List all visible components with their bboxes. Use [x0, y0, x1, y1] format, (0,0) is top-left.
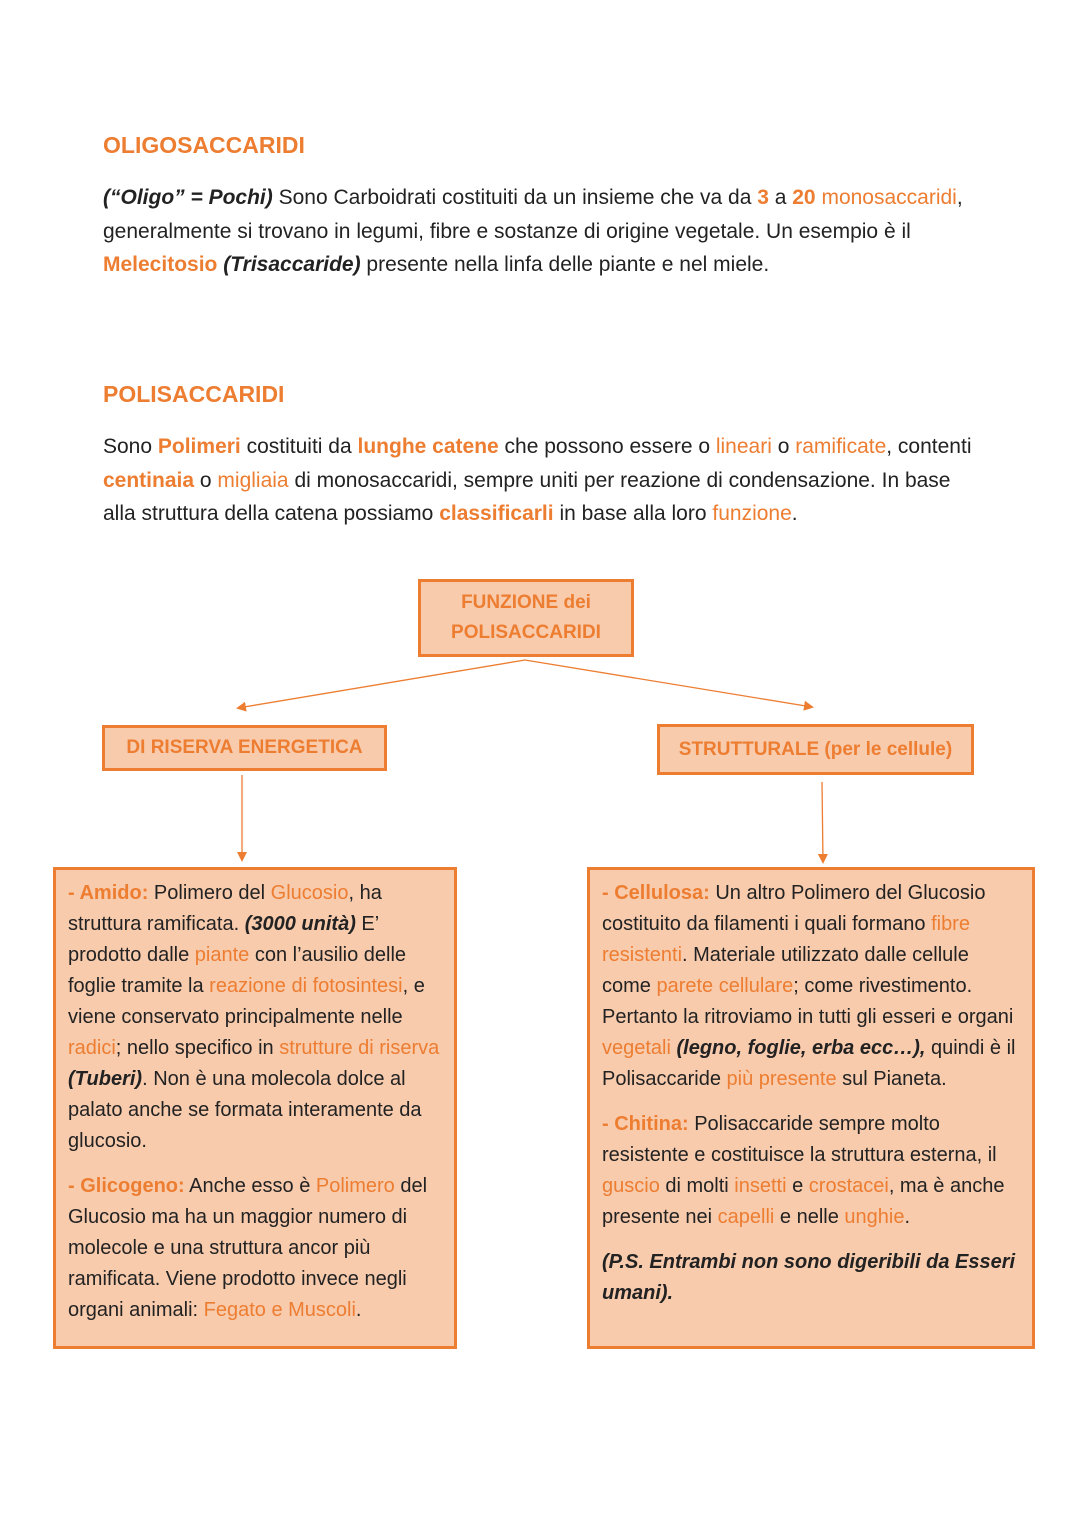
highlighted-text: strutture di riserva [279, 1037, 440, 1059]
text-segment: , generalmente si trovano in legumi, fibre e sostanze di origine vegetale. Un esempio è il [103, 186, 963, 243]
cellulosa-paragraph [602, 878, 1020, 1095]
node-riserva-energetica [102, 725, 387, 771]
text-segment: di monosaccaridi, sempre uniti per reazione di condensazione. In base alla struttura della catena possiamo [103, 468, 951, 525]
text-segment: e [786, 1175, 809, 1197]
highlighted-text: radici [68, 1037, 116, 1059]
node-strutturale [657, 724, 974, 775]
root-node-line2: POLISACCARIDI [451, 622, 601, 643]
highlighted-text: - Chitina: [602, 1113, 689, 1135]
highlighted-text: migliaia [217, 468, 289, 492]
highlighted-text: classificarli [439, 502, 554, 525]
highlighted-text: capelli [717, 1206, 775, 1228]
arrow-to-riserva [238, 660, 525, 708]
text-segment: , ha struttura ramificata. [68, 882, 382, 935]
text-segment: Polisaccaride sempre molto resistente e costituisce la struttura esterna, il [602, 1113, 997, 1166]
highlighted-text: (“Oligo” = Pochi) [103, 186, 273, 209]
text-segment: sul Pianeta. [836, 1068, 947, 1090]
highlighted-text: piante [194, 944, 250, 966]
highlighted-text: fibre resistenti [602, 913, 970, 966]
text-segment: di molti [659, 1175, 735, 1197]
text-segment: , ma è anche presente nei [602, 1175, 1005, 1228]
chitina-paragraph [602, 1109, 1020, 1233]
root-node-line1: FUNZIONE dei [461, 592, 591, 613]
text-segment: Sono [103, 435, 158, 458]
polisaccaridi-heading: POLISACCARIDI [103, 381, 285, 407]
text-segment: . Materiale utilizzato dalle cellule come [602, 944, 969, 997]
node-riserva-label: DI RISERVA ENERGETICA [126, 737, 363, 758]
highlighted-text: 20 [792, 186, 816, 209]
highlighted-text: Fegato e Muscoli [203, 1299, 356, 1321]
highlighted-text: vegetali [602, 1037, 671, 1059]
arrow-to-strutturale [525, 660, 812, 707]
node-strutturale-label: STRUTTURALE (per le cellule) [678, 738, 953, 760]
riserva-detail-box [53, 867, 457, 1349]
highlighted-text: monosaccaridi [821, 186, 957, 209]
text-segment: ; come rivestimento. Pertanto la ritroviamo in tutti gli esseri e organi [602, 975, 1014, 1028]
text-segment: con l’ausilio delle foglie tramite la [68, 944, 407, 997]
glicogeno-paragraph [68, 1171, 442, 1326]
highlighted-text: - Glicogeno: [68, 1175, 185, 1197]
text-segment: quindi è il Polisaccaride [602, 1037, 1016, 1090]
highlighted-text: (3000 unità) [244, 913, 356, 935]
root-node-funzione [418, 579, 634, 657]
text-segment: a [768, 186, 793, 209]
text-segment: . [791, 502, 798, 525]
highlighted-text: (legno, foglie, erba ecc…), [676, 1037, 926, 1059]
text-segment: , contenti [886, 435, 972, 458]
highlighted-text: lineari [715, 435, 772, 458]
text-segment: Sono Carboidrati costituiti da un insieme che va da [272, 186, 758, 209]
text-segment: ; nello specifico in [115, 1037, 280, 1059]
highlighted-text: (Tuberi) [68, 1068, 143, 1090]
text-segment: presente nella linfa delle piante e nel miele. [360, 253, 770, 276]
highlighted-text: - Amido: [68, 882, 149, 904]
highlighted-text: (Trisaccaride) [223, 253, 361, 276]
text-segment: E’ prodotto dalle [68, 913, 379, 966]
text-segment: costituiti da [240, 435, 358, 458]
highlighted-text: unghie [844, 1206, 905, 1228]
highlighted-text: - Cellulosa: [602, 882, 710, 904]
oligosaccaridi-heading: OLIGOSACCARIDI [103, 132, 305, 158]
highlighted-text: insetti [734, 1175, 787, 1197]
highlighted-text: lunghe catene [357, 435, 499, 458]
highlighted-text: parete cellulare [656, 975, 794, 997]
text-segment: in base alla loro [553, 502, 713, 525]
text-segment: Polimero del [148, 882, 271, 904]
highlighted-text: Melecitosio [103, 253, 218, 276]
arrow-to-right-box [822, 782, 823, 862]
text-segment: che possono essere o [498, 435, 716, 458]
highlighted-text: più presente [726, 1068, 837, 1090]
text-segment: . Non è una molecola dolce al palato anche se formata interamente da glucosio. [68, 1068, 422, 1152]
highlighted-text: funzione [712, 502, 792, 525]
highlighted-text: Glucosio [270, 882, 349, 904]
highlighted-text: Polimeri [157, 435, 241, 458]
highlighted-text: ramificate [795, 435, 887, 458]
highlighted-text: guscio [602, 1175, 660, 1197]
highlighted-text: 3 [757, 186, 769, 209]
text-segment: . [904, 1206, 911, 1228]
highlighted-text: reazione di fotosintesi [209, 975, 403, 997]
highlighted-text: crostacei [808, 1175, 889, 1197]
text-segment: e nelle [774, 1206, 845, 1228]
highlighted-text: (P.S. Entrambi non sono digeribili da Esseri umani). [602, 1251, 1016, 1304]
text-segment: Anche esso è [184, 1175, 316, 1197]
text-segment: o [194, 468, 218, 492]
highlighted-text: Polimero [315, 1175, 395, 1197]
text-segment: o [771, 435, 796, 458]
strutturale-detail-box [587, 867, 1035, 1349]
text-segment: del Glucosio ma ha un maggior numero di molecole e una struttura ancor più ramificata. Viene prodotto invece negli organi animali: [68, 1175, 428, 1321]
highlighted-text: centinaia [103, 468, 195, 492]
ps-note [602, 1247, 1020, 1309]
amido-paragraph [68, 878, 442, 1157]
text-segment: Un altro Polimero del Glucosio costituito da filamenti i quali formano [602, 882, 986, 935]
text-segment: . [355, 1299, 362, 1321]
text-segment: , e viene conservato principalmente nelle [68, 975, 425, 1028]
